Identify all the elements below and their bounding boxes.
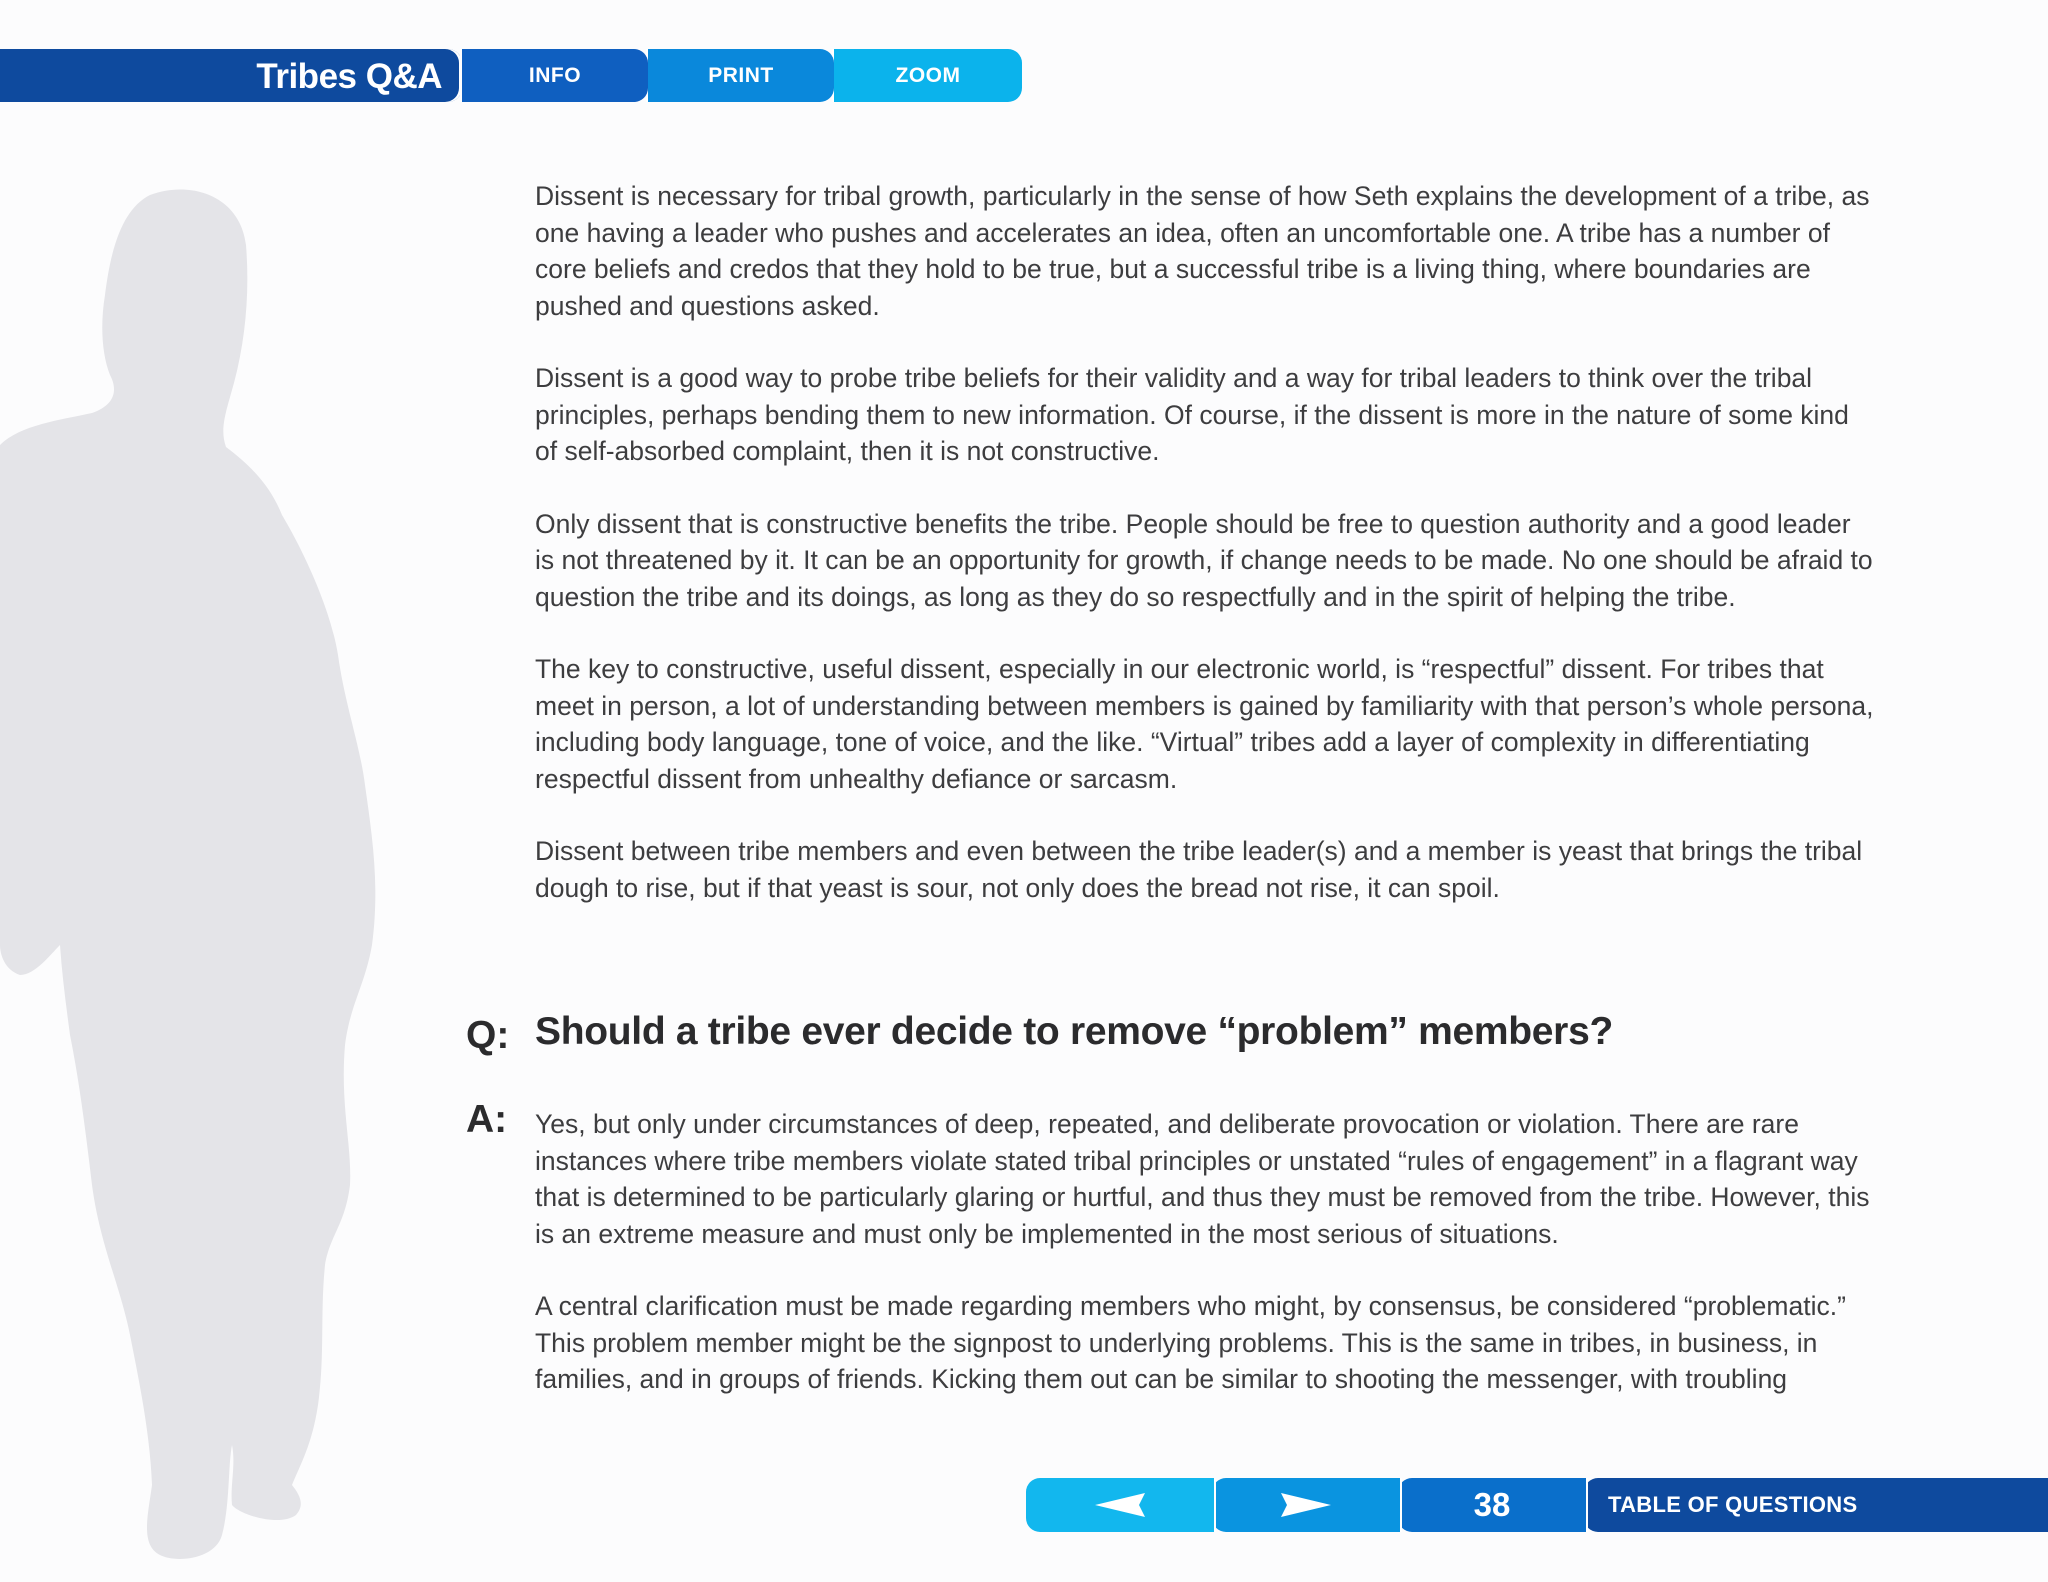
left-arrow-icon — [1095, 1493, 1145, 1517]
next-page-button[interactable] — [1212, 1478, 1402, 1532]
person-silhouette-image — [0, 185, 380, 1565]
brand-bar — [0, 49, 462, 102]
answer-paragraph: Yes, but only under circumstances of deep, repeated, and deliberate provocation or violation. There are rare instances where tribe members violate stated tribal principles or unstated “rules of engagement” in a flagrant way that is determined to be particularly glaring or hurtful, and thus they must be removed from the tribe. However, this is an extreme measure and must only be implemented in the most serious of situations. — [535, 1109, 1870, 1249]
answer-label: A: — [466, 1098, 508, 1141]
answer-body — [535, 1106, 1875, 1434]
body-paragraph: Only dissent that is constructive benefits the tribe. People should be free to question authority and a good leader is not threatened by it. It can be an opportunity for growth, if change needs to be made. No one should be afraid to question the tribe and its doings, as long as they do so respectfully and in the spirit of helping the tribe. — [535, 508, 1873, 612]
article-body — [535, 178, 1875, 942]
body-paragraph: The key to constructive, useful dissent, especially in our electronic world, is “respectful” dissent. For tribes that meet in person, a lot of understanding between members is gained by familiarity with that person’s whole persona, including body language, tone of voice, and the like. “Virtual” tribes add a layer of complexity in differentiating respectful dissent from unhealthy defiance or sarcasm. — [535, 654, 1874, 794]
table-of-questions-button[interactable]: TABLE OF QUESTIONS — [1584, 1478, 2048, 1532]
tab-info[interactable]: INFO — [460, 49, 648, 102]
body-paragraph: Dissent between tribe members and even between the tribe leader(s) and a member is yeast that brings the tribal dough to rise, but if that yeast is sour, not only does the bread not rise, it can spoil. — [535, 836, 1863, 903]
page-number: 38 — [1398, 1478, 1588, 1532]
previous-page-button[interactable] — [1026, 1478, 1216, 1532]
tab-zoom[interactable]: ZOOM — [832, 49, 1022, 102]
right-arrow-icon — [1281, 1493, 1331, 1517]
answer-paragraph: A central clarification must be made regarding members who might, by consensus, be considered “problematic.” This problem member might be the signpost to underlying problems. This is the same in tribes, in business, in families, and in groups of friends. Kicking them out can be similar to shooting the messenger, with troubling — [535, 1291, 1846, 1394]
tab-print[interactable]: PRINT — [646, 49, 834, 102]
app-title: Tribes Q&A — [256, 57, 442, 96]
bottom-nav — [1026, 1478, 2048, 1532]
body-paragraph: Dissent is necessary for tribal growth, particularly in the sense of how Seth explains the development of a tribe, as one having a leader who pushes and accelerates an idea, often an uncomfortable one. A tribe has a number of core beliefs and credos that they hold to be true, but a successful tribe is a living thing, where boundaries are pushed and questions asked. — [535, 181, 1870, 321]
top-nav — [0, 49, 1022, 102]
question-heading: Should a tribe ever decide to remove “problem” members? — [535, 1010, 1613, 1053]
question-label: Q: — [466, 1014, 510, 1057]
body-paragraph: Dissent is a good way to probe tribe beliefs for their validity and a way for tribal leaders to think over the tribal principles, perhaps bending them to new information. Of course, if the dissent is more in the nature of some kind of self-absorbed complaint, then it is not constructive. — [535, 363, 1849, 466]
